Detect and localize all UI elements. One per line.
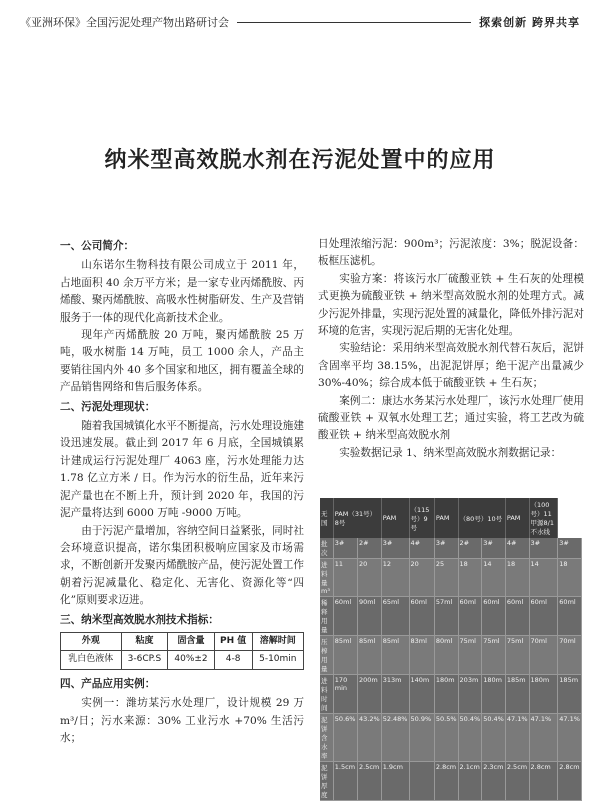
data-cell: 18 bbox=[505, 559, 529, 597]
data-cell: 85ml bbox=[333, 636, 357, 675]
data-cell: 1.5cm bbox=[333, 762, 357, 801]
data-cell: 75ml bbox=[458, 636, 482, 675]
data-cell: 70ml bbox=[529, 636, 558, 675]
data-cell: 47.1% bbox=[505, 714, 529, 762]
spec-header: PH 值 bbox=[214, 632, 252, 650]
data-header: （115号）9号 bbox=[409, 498, 434, 538]
data-cell: 60ml bbox=[409, 597, 434, 636]
data-header: PAM bbox=[505, 498, 529, 538]
data-cell: 4# bbox=[505, 538, 529, 559]
data-table-body bbox=[320, 538, 582, 801]
spec-header: 固含量 bbox=[168, 632, 214, 650]
data-cell: 60ml bbox=[458, 597, 482, 636]
spec-cell: 乳白色液体 bbox=[61, 651, 122, 669]
data-cell: 50.6% bbox=[333, 714, 357, 762]
data-cell: 12 bbox=[381, 559, 409, 597]
spec-cell: 40%±2 bbox=[168, 651, 214, 669]
spec-cell: 4-8 bbox=[214, 651, 252, 669]
data-cell: 75ml bbox=[482, 636, 506, 675]
spec-header: 溶解时间 bbox=[252, 632, 303, 650]
data-cell: 60ml bbox=[529, 597, 558, 636]
spec-cell: 5-10min bbox=[252, 651, 303, 669]
data-cell: 3# bbox=[558, 538, 582, 559]
data-row-label: 稀释用量 bbox=[320, 597, 333, 636]
data-cell: 3# bbox=[434, 538, 458, 559]
data-row bbox=[320, 714, 582, 762]
data-cell: 20 bbox=[409, 559, 434, 597]
spec-header: 外观 bbox=[61, 632, 122, 650]
data-row-label: 进料时间 bbox=[320, 675, 333, 714]
paragraph-example-one-cont: 日处理浓缩污泥：900m³；污泥浓度：3%；脱泥设备：板框压滤机。 bbox=[318, 238, 584, 268]
data-row bbox=[320, 559, 582, 597]
data-cell: 57ml bbox=[434, 597, 458, 636]
data-cell: 50.4% bbox=[482, 714, 506, 762]
data-cell: 3# bbox=[333, 538, 357, 559]
data-row-label: 泥饼含水率 bbox=[320, 714, 333, 762]
data-cell: 180m bbox=[529, 675, 558, 714]
data-cell: 2.1cm bbox=[458, 762, 482, 801]
data-cell: 2.5cm bbox=[505, 762, 529, 801]
section-heading-sludge-status: 二、污泥处理现状： bbox=[60, 400, 156, 413]
data-cell: 180m bbox=[434, 675, 458, 714]
paragraph-experiment-plan: 实验方案：将该污水厂硫酸亚铁 + 生石灰的处理模式更换为硫酸亚铁 + 纳米型高效脱水剂的处理方式。减少污泥外排量，实现污泥处置的减量化，降低外排污泥对环境的危害，实现污泥后期的无害化处理。 bbox=[318, 272, 584, 338]
data-cell: 65ml bbox=[381, 597, 409, 636]
data-cell: 83ml bbox=[409, 636, 434, 675]
data-cell: 2.8cm bbox=[558, 762, 582, 801]
data-cell: 4# bbox=[409, 538, 434, 559]
spec-table bbox=[60, 632, 304, 670]
data-cell: 47.1% bbox=[529, 714, 558, 762]
data-cell: 80ml bbox=[434, 636, 458, 675]
data-row bbox=[320, 675, 582, 714]
data-cell: 203m bbox=[458, 675, 482, 714]
data-row bbox=[320, 762, 582, 801]
data-cell: 14 bbox=[482, 559, 506, 597]
data-cell: 90ml bbox=[358, 597, 382, 636]
data-cell: 140m bbox=[409, 675, 434, 714]
paragraph-experiment-conclusion: 实验结论：采用纳米型高效脱水剂代替石灰后，泥饼含固率平均 38.15%，出泥泥饼厚；绝干泥产出量减少 30%-40%；综合成本低于硫酸亚铁 + 生石灰； bbox=[318, 342, 584, 390]
data-cell: 14 bbox=[529, 559, 558, 597]
section-heading-examples: 四、产品应用实例： bbox=[60, 677, 156, 690]
data-cell: 52.48% bbox=[381, 714, 409, 762]
section-heading-spec: 三、纳米型高效脱水剂技术指标： bbox=[60, 613, 219, 626]
running-header bbox=[20, 8, 580, 36]
left-column bbox=[60, 236, 304, 747]
paragraph-case-two: 案例二：康达水务某污水处理厂，该污水处理厂使用硫酸亚铁 + 双氧水处理工艺；通过实验，将工艺改为硫酸亚铁 + 纳米型高效脱水剂 bbox=[318, 394, 584, 442]
data-cell: 2# bbox=[358, 538, 382, 559]
data-cell: 3# bbox=[482, 538, 506, 559]
paragraph-company-intro: 山东诺尔生物科技有限公司成立于 2011 年，占地面积 40 余万平方米；是一家专业丙烯酰胺、丙烯酸、聚丙烯酰胺、高吸水性树脂研发、生产及营销服务于一体的现代化高新技术企业。 bbox=[60, 259, 304, 324]
paragraph-sludge-policy: 由于污泥产量增加，容纳空间日益紧张，同时社会环境意识提高，诺尔集团积极响应国家及市场需求，不断创新开发聚丙烯酰胺产品，使污泥处置工作朝着污泥减量化、稳定化、无害化、资源化等“四化”原则要求迈进。 bbox=[60, 524, 304, 607]
data-row-label: 进料量m³ bbox=[320, 559, 333, 597]
data-cell: 170 min bbox=[333, 675, 357, 714]
data-cell: 185m bbox=[505, 675, 529, 714]
data-cell: 18 bbox=[558, 559, 582, 597]
header-rule bbox=[237, 22, 471, 23]
data-cell: 85ml bbox=[381, 636, 409, 675]
data-cell: 50.9% bbox=[409, 714, 434, 762]
header-slogan: 探索创新 跨界共享 bbox=[479, 16, 580, 29]
data-cell: 60ml bbox=[482, 597, 506, 636]
data-cell: 313m bbox=[381, 675, 409, 714]
data-cell: 75ml bbox=[505, 636, 529, 675]
data-cell: 2.8cm bbox=[529, 762, 558, 801]
data-cell: 60ml bbox=[333, 597, 357, 636]
paragraph-example-one: 实例一：潍坊某污水处理厂，设计规模 29 万 m³/日；污水来源：30% 工业污水 +70% 生活污水； bbox=[60, 697, 304, 744]
data-row-label: 泥饼厚度 bbox=[320, 762, 333, 801]
data-cell: 50.5% bbox=[434, 714, 458, 762]
data-header: PAM bbox=[434, 498, 458, 538]
data-row bbox=[320, 597, 582, 636]
data-cell: 2.3cm bbox=[482, 762, 506, 801]
data-header: PAM bbox=[381, 498, 409, 538]
data-cell bbox=[409, 762, 434, 801]
data-cell: 47.1% bbox=[558, 714, 582, 762]
data-row bbox=[320, 636, 582, 675]
data-cell: 3# bbox=[381, 538, 409, 559]
data-cell: 18 bbox=[458, 559, 482, 597]
spec-cell: 3-6CP.S bbox=[121, 651, 168, 669]
experiment-data-table bbox=[320, 498, 582, 801]
data-cell: 70ml bbox=[558, 636, 582, 675]
data-cell: 85ml bbox=[358, 636, 382, 675]
paragraph-sludge-status: 随着我国城镇化水平不断提高，污水处理设施建设迅速发展。截止到 2017 年 6 月底，全国城镇累计建成运行污泥处理厂 4063 座，污水处理能力达 1.78 亿立方米 / 日。作为污水的衍生品，近年来污泥产量也在不断上升，预计到 2020 年，我国的污泥产量将达到 6000 万吨 -9000 万吨。 bbox=[60, 420, 304, 520]
data-cell: 60ml bbox=[505, 597, 529, 636]
data-header: （80号）10号 bbox=[458, 498, 505, 538]
data-cell: 200m bbox=[358, 675, 382, 714]
data-row-label: 压榨用量 bbox=[320, 636, 333, 675]
paragraph-company-capacity: 现年产丙烯酰胺 20 万吨，聚丙烯酰胺 25 万吨，吸水树脂 14 万吨，员工 1000 余人，产品主要销往国内外 40 多个国家和地区，拥有覆盖全球的产品销售网络和售后服务体系。 bbox=[60, 329, 304, 394]
data-header: （100号）11 甲源8/1不水线 bbox=[529, 498, 558, 538]
data-cell: 43.2% bbox=[358, 714, 382, 762]
data-cell: 2.8cm bbox=[434, 762, 458, 801]
data-cell: 11 bbox=[333, 559, 357, 597]
data-cell: 2# bbox=[458, 538, 482, 559]
data-cell: 1.9cm bbox=[381, 762, 409, 801]
data-header: PAM（31号）8号 bbox=[333, 498, 381, 538]
data-cell: 2.5cm bbox=[358, 762, 382, 801]
data-cell: 185m bbox=[558, 675, 582, 714]
data-cell: 3# bbox=[529, 538, 558, 559]
spec-header: 粘度 bbox=[121, 632, 168, 650]
data-cell: 60ml bbox=[558, 597, 582, 636]
data-row bbox=[320, 538, 582, 559]
header-conference: 《亚洲环保》全国污泥处理产物出路研讨会 bbox=[20, 16, 229, 29]
data-cell: 180m bbox=[482, 675, 506, 714]
data-table-caption: 实验数据记录 1、纳米型高效脱水剂数据记录： bbox=[339, 446, 562, 459]
article-title: 纳米型高效脱水剂在污泥处置中的应用 bbox=[104, 147, 496, 173]
data-cell: 25 bbox=[434, 559, 458, 597]
data-row-label: 批次 bbox=[320, 538, 333, 559]
data-cell: 50.4% bbox=[458, 714, 482, 762]
right-column bbox=[318, 236, 584, 462]
data-cell: 20 bbox=[358, 559, 382, 597]
section-heading-company: 一、公司简介： bbox=[60, 240, 135, 252]
data-header: 无国 bbox=[320, 498, 333, 538]
